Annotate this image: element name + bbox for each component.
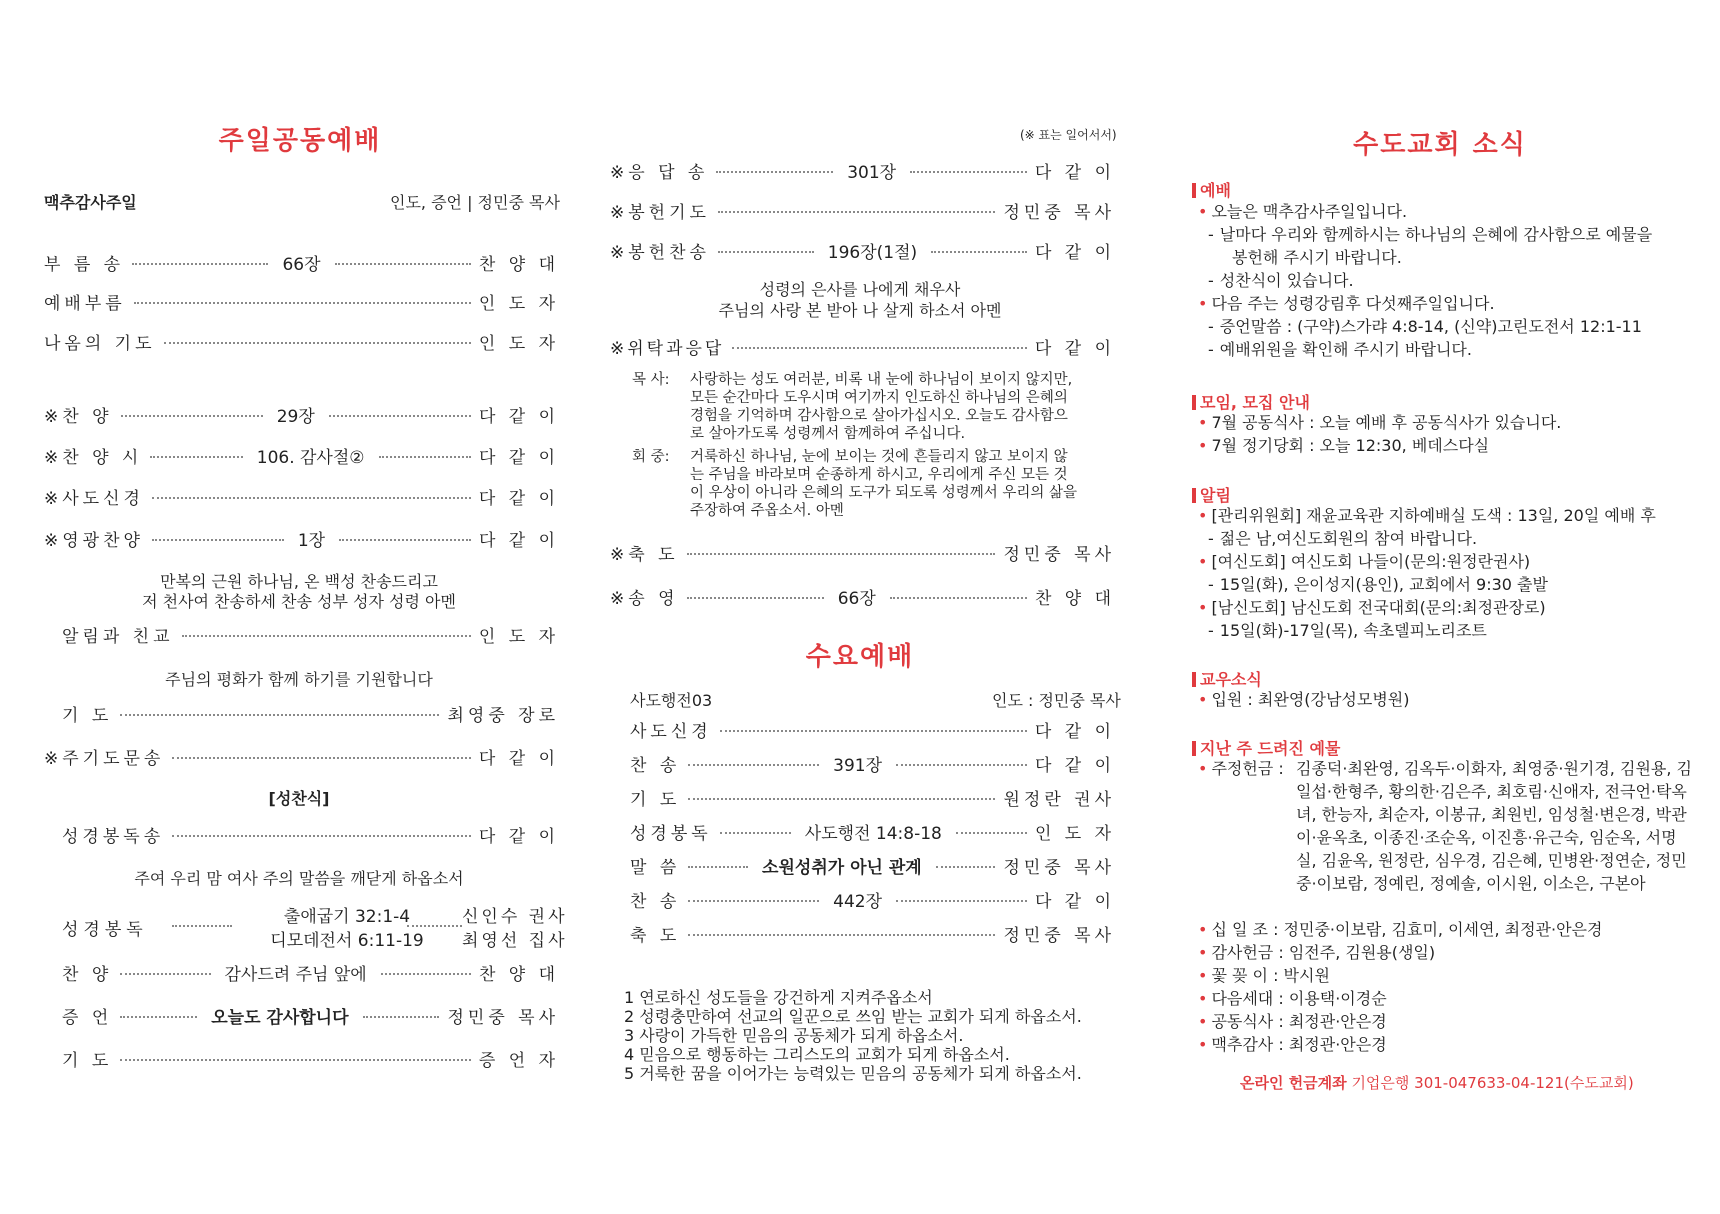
news-item	[1198, 269, 1652, 292]
order-content: 442장	[833, 891, 883, 912]
leader-dots	[120, 973, 210, 975]
bullet-icon: •	[1198, 989, 1208, 1008]
leader-dots	[172, 757, 471, 759]
prayer-list	[624, 988, 1082, 1083]
order-person: 정민중 목사	[1003, 202, 1115, 223]
news-item	[1198, 550, 1656, 573]
leader-dots	[134, 302, 471, 304]
bullet-icon: •	[1198, 294, 1208, 313]
news-text: 다음세대 : 이용택·이경순	[1211, 989, 1387, 1008]
prayer-item: 1 연로하신 성도들을 강건하게 지켜주옵소서	[624, 988, 933, 1007]
order-person: 인 도 자	[478, 626, 559, 647]
news-item	[1198, 688, 1410, 711]
news-text: [여신도회] 여신도회 나들이(문의:원정란권사)	[1211, 552, 1531, 571]
leader-dots	[132, 263, 268, 265]
section-offering-heading: 지난 주 드려진 예물	[1192, 736, 1340, 759]
prayer-item: 5 거룩한 꿈을 이어가는 능력있는 믿음의 공동체가 되게 하옵소서.	[624, 1064, 1082, 1083]
news-item	[1198, 246, 1652, 269]
order-label: 말 씀	[630, 857, 681, 878]
leader-dots	[718, 211, 996, 213]
order-person: 다 같 이	[478, 748, 559, 769]
order-label: 사도신경	[630, 721, 712, 742]
news-item	[1198, 573, 1656, 596]
order-content: 66장	[282, 254, 321, 275]
meeting-news-list	[1198, 411, 1561, 457]
order-row	[610, 584, 1115, 608]
order-row	[610, 158, 1115, 182]
order-person: 원정란 권사	[1003, 789, 1115, 810]
bullet-icon: •	[1198, 759, 1208, 778]
sunday-subtitle: 맥추감사주일	[44, 193, 137, 212]
news-title: 수도교회 소식	[1353, 130, 1527, 160]
wednesday-text: 사도행전03	[630, 691, 713, 710]
order-label: 성경봉독송	[62, 826, 165, 847]
leader-dots	[688, 798, 995, 800]
order-row	[630, 785, 1115, 809]
order-person: 다 같 이	[1034, 338, 1115, 359]
dash-icon: -	[1208, 225, 1214, 244]
news-text: 십 일 조 : 정민중·이보람, 김효미, 이세연, 최정관·안은경	[1211, 920, 1603, 939]
offering-line-1: 성령의 은사를 나에게 채우사	[759, 280, 961, 299]
thanks-offering-label: 주정헌금 :	[1211, 759, 1284, 778]
news-item	[1198, 504, 1656, 527]
order-person: 찬 양 대	[1034, 588, 1116, 609]
leader-dots	[720, 832, 791, 834]
order-label: 알림과 친교	[62, 626, 174, 647]
order-label: ※위탁과응답	[610, 338, 725, 359]
bullet-icon: •	[1198, 202, 1208, 221]
order-person: 다 같 이	[478, 826, 559, 847]
pastor-text: 사랑하는 성도 여러분, 비록 내 눈에 하나님이 보이지 않지만, 모든 순간마다 도우시며 여기까지 인도하신 하나님의 은혜의 경험을 기억하며 감사함으로 살아가십시오. 오늘도 감사함으로 살아가도록 성령께서 함께하여 주십니다.	[690, 372, 1073, 442]
order-person: 인 도 자	[1034, 823, 1116, 844]
order-content: 301장	[847, 162, 897, 183]
order-content: 소원성취가 아닌 관계	[762, 857, 922, 878]
sunday-worship-title: 주일공동예배	[218, 126, 382, 156]
dash-icon: -	[1208, 621, 1214, 640]
leader-dots	[152, 497, 471, 499]
order-person: 찬 양 대	[478, 254, 559, 275]
scripture-reading-row	[62, 902, 568, 951]
order-label: ※봉헌찬송	[610, 242, 710, 263]
news-text: 감사헌금 : 임전주, 김원용(생일)	[1211, 943, 1436, 962]
member-news-list	[1198, 688, 1410, 711]
news-item	[1198, 964, 1602, 987]
order-content: 29장	[276, 406, 315, 427]
section-member-heading: 교우소식	[1192, 667, 1262, 690]
leader-dots	[152, 539, 284, 541]
bullet-icon: •	[1198, 598, 1208, 617]
order-row	[630, 887, 1115, 911]
bullet-icon: •	[1198, 436, 1208, 455]
news-item	[1198, 200, 1652, 223]
order-row	[630, 921, 1115, 945]
leader-dots	[896, 764, 1027, 766]
order-person: 다 같 이	[1034, 242, 1116, 263]
news-item	[1198, 619, 1656, 642]
news-text: 예배위원을 확인해 주시기 바랍니다.	[1219, 340, 1472, 359]
order-content: 196장(1절)	[827, 242, 918, 263]
order-label: ※주기도문송	[44, 748, 165, 769]
news-text: 성찬식이 있습니다.	[1219, 271, 1354, 290]
news-text: 꽃 꽂 이 : 박시원	[1211, 966, 1330, 985]
order-label: 축 도	[630, 925, 681, 946]
news-text: 7월 공동식사 : 오늘 예배 후 공동식사가 있습니다.	[1211, 413, 1562, 432]
news-item	[1198, 223, 1652, 246]
order-person: 다 같 이	[478, 530, 560, 551]
order-person: 인 도 자	[478, 333, 559, 354]
news-text: 날마다 우리와 함께하시는 하나님의 은혜에 감사함으로 예물을	[1219, 225, 1653, 244]
bullet-icon: •	[1198, 413, 1208, 432]
prayer-item: 2 성령충만하여 선교의 일꾼으로 쓰임 받는 교회가 되게 하옵소서.	[624, 1007, 1082, 1026]
order-label: ※사도신경	[44, 488, 144, 509]
dash-icon: -	[1208, 340, 1214, 359]
news-text: 15일(화), 은이성지(용인), 교회에서 9:30 출발	[1219, 575, 1548, 594]
online-offering-account: 기업은행 301-047633-04-121(수도교회)	[1351, 1074, 1634, 1092]
leader-dots	[890, 597, 1027, 599]
bullet-icon: •	[1198, 920, 1208, 939]
leader-dots	[172, 925, 232, 927]
news-item	[1198, 918, 1602, 941]
order-row	[62, 1046, 559, 1070]
leader-dots	[688, 900, 819, 902]
news-item	[1198, 527, 1656, 550]
order-label: 부 름 송	[44, 254, 125, 275]
order-row	[610, 238, 1115, 262]
bullet-icon: •	[1198, 943, 1208, 962]
order-person: 찬 양 대	[478, 964, 560, 985]
order-label: ※찬 양 시	[44, 447, 143, 468]
leader-dots	[407, 925, 462, 927]
open-word-text: 주여 우리 맘 여사 주의 말씀을 깨닫게 하옵소서	[134, 869, 464, 888]
news-item	[1198, 411, 1561, 434]
order-person: 다 같 이	[478, 406, 560, 427]
order-label: ※찬 양	[44, 406, 113, 427]
news-item	[1198, 292, 1652, 315]
order-person: 다 같 이	[1034, 755, 1116, 776]
order-person: 정민중 목사	[1003, 925, 1115, 946]
news-text: 다음 주는 성령강림후 다섯째주일입니다.	[1211, 294, 1495, 313]
order-label: 증 언	[62, 1007, 113, 1028]
online-offering-label: 온라인 헌금계좌	[1240, 1074, 1347, 1092]
leader-dots	[379, 456, 471, 458]
leader-dots	[121, 415, 263, 417]
bullet-icon: •	[1198, 552, 1208, 571]
news-text: 맥추감사 : 최정관·안은경	[1211, 1035, 1387, 1054]
order-label: 기 도	[62, 705, 113, 726]
bullet-icon: •	[1198, 1012, 1208, 1031]
leader-dots	[688, 934, 995, 936]
sunday-leader: 인도, 증언 | 정민중 목사	[390, 193, 560, 212]
leader-dots	[339, 539, 471, 541]
order-label: ※영광찬양	[44, 530, 144, 551]
leader-dots	[182, 635, 471, 637]
congregation-label: 회 중:	[632, 449, 670, 465]
order-content: 사도행전 14:8-18	[804, 823, 942, 844]
bullet-icon: •	[1198, 966, 1208, 985]
leader-dots	[329, 415, 471, 417]
leader-dots	[720, 730, 1027, 732]
online-offering	[1240, 1072, 1634, 1093]
order-row	[630, 819, 1115, 843]
wednesday-leader: 인도 : 정민중 목사	[992, 691, 1121, 710]
reading-passage-1: 출애굽기 32:1-4	[283, 907, 411, 927]
leader-dots	[381, 973, 471, 975]
leader-dots	[335, 263, 471, 265]
leader-dots	[687, 553, 996, 555]
news-text: 오늘은 맥추감사주일입니다.	[1211, 202, 1408, 221]
order-person: 증 언 자	[478, 1050, 559, 1071]
order-row	[44, 443, 559, 467]
news-item	[1198, 987, 1602, 1010]
leader-dots	[172, 835, 471, 837]
offering-list	[1198, 918, 1602, 1056]
worship-news-list	[1198, 200, 1652, 361]
order-row	[610, 334, 1115, 358]
order-row	[62, 1003, 559, 1027]
news-text: 입원 : 최완영(강남성모병원)	[1211, 690, 1410, 709]
leader-dots	[910, 171, 1027, 173]
thanks-offering-names: 김종덕·최완영, 김옥두·이화자, 최영중·원기경, 김원용, 김일섭·한형주, 황의한·김은주, 최호림·신애자, 전극언·탁옥녀, 한능자, 최순자, 이봉규, 최원빈, 임성철·변은경, 박관이·윤옥초, 이종진·조순옥, 이진흥·유근숙, 임순옥, 서명실, 김윤옥, 원정란, 심우경, 김은혜, 민병완·정연순, 정민중·이보람, 정예린, 정예솔, 이시원, 이소은, 구본아	[1296, 759, 1692, 893]
wednesday-worship-title: 수요예배	[805, 642, 915, 672]
leader-dots	[687, 597, 824, 599]
leader-dots	[732, 347, 1027, 349]
order-person: 정민중 목사	[447, 1007, 559, 1028]
order-row	[630, 751, 1115, 775]
order-label: 찬 송	[630, 891, 681, 912]
dash-icon: -	[1208, 317, 1214, 336]
order-row	[630, 717, 1115, 741]
order-person: 다 같 이	[478, 488, 559, 509]
order-label: 기 도	[630, 789, 681, 810]
section-worship-heading: 예배	[1192, 178, 1231, 201]
news-text: 7월 정기당회 : 오늘 12:30, 베데스다실	[1211, 436, 1490, 455]
bullet-icon: •	[1198, 1035, 1208, 1054]
order-content: 1장	[297, 530, 326, 551]
order-row	[44, 402, 559, 426]
order-person: 다 같 이	[1034, 721, 1115, 742]
prayer-item: 4 믿음으로 행동하는 그리스도의 교회가 되게 하옵소서.	[624, 1045, 1010, 1064]
order-label: ※송 영	[610, 588, 679, 609]
order-person: 정민중 목사	[1003, 857, 1115, 878]
doxology-line-1: 만복의 근원 하나님, 온 백성 찬송드리고	[160, 572, 438, 591]
reading-label: 성경봉독	[62, 920, 148, 940]
dash-icon: -	[1208, 529, 1214, 548]
news-item	[1198, 315, 1652, 338]
order-label: 찬 양	[62, 964, 113, 985]
thanks-offering-row	[1198, 757, 1284, 780]
order-label: 성경봉독	[630, 823, 712, 844]
order-person: 다 같 이	[478, 447, 560, 468]
order-row	[44, 484, 559, 508]
order-person: 인 도 자	[478, 293, 559, 314]
order-label: 예배부름	[44, 293, 126, 314]
order-row	[44, 250, 559, 274]
order-label: 기 도	[62, 1050, 113, 1071]
order-content: 66장	[837, 588, 876, 609]
order-row	[62, 960, 559, 984]
news-item	[1198, 1010, 1602, 1033]
order-row	[44, 329, 559, 353]
news-item	[1198, 338, 1652, 361]
leader-dots	[931, 251, 1027, 253]
leader-dots	[363, 1016, 440, 1018]
doxology-line-2: 저 천사여 찬송하세 찬송 성부 성자 성령 아멘	[142, 592, 456, 611]
leader-dots	[716, 171, 833, 173]
leader-dots	[150, 456, 242, 458]
bullet-icon: •	[1198, 690, 1208, 709]
pastor-label: 목 사:	[632, 372, 670, 388]
dash-icon: -	[1208, 271, 1214, 290]
news-text: [관리위원회] 재윤교육관 지하예배실 도색 : 13일, 20일 예배 후	[1211, 506, 1656, 525]
order-row	[44, 289, 559, 313]
offering-line-2: 주님의 사랑 본 받아 나 살게 하소서 아멘	[718, 301, 1002, 320]
news-item	[1198, 941, 1602, 964]
section-meeting-heading: 모임, 모집 안내	[1192, 390, 1310, 413]
order-person: 최영중 장로	[447, 705, 559, 726]
prayer-item: 3 사랑이 가득한 믿음의 공동체가 되게 하옵소서.	[624, 1026, 964, 1045]
congregation-text: 거룩하신 하나님, 눈에 보이는 것에 흔들리지 않고 보이지 않는 주님을 바라보며 순종하게 하시고, 우리에게 주신 모든 것이 우상이 아니라 은혜의 도구가 되도록 성령께서 우리의 삶을 주장하여 주옵소서. 아멘	[690, 449, 1078, 519]
news-item	[1198, 434, 1561, 457]
baptism-label: [성찬식]	[268, 789, 330, 808]
order-row	[62, 622, 559, 646]
leader-dots	[120, 1059, 471, 1061]
order-row	[44, 526, 559, 550]
pastor-response	[632, 371, 1092, 443]
order-label: ※봉헌기도	[610, 202, 710, 223]
order-label: ※축 도	[610, 544, 679, 565]
leader-dots	[120, 1016, 197, 1018]
order-content: 오늘도 감사합니다	[211, 1007, 349, 1028]
notice-news-list	[1198, 504, 1656, 642]
reading-reader-1: 신인수 권사	[462, 907, 568, 927]
leader-dots	[718, 251, 814, 253]
order-person: 다 같 이	[1034, 162, 1115, 183]
dash-icon: -	[1208, 575, 1214, 594]
leader-dots	[688, 866, 748, 868]
leader-dots	[936, 866, 996, 868]
section-notice-heading: 알림	[1192, 483, 1231, 506]
news-text: [남신도회] 남신도회 전국대회(문의:최정관장로)	[1211, 598, 1546, 617]
reading-passage-2: 디모데전서 6:11-19	[270, 931, 424, 951]
order-person: 정민중 목사	[1003, 544, 1115, 565]
leader-dots	[896, 900, 1027, 902]
order-row	[630, 853, 1115, 877]
order-content: 감사드려 주님 앞에	[224, 964, 367, 985]
news-item	[1198, 1033, 1602, 1056]
leader-dots	[688, 764, 819, 766]
order-label: 찬 송	[630, 755, 681, 776]
order-content: 106. 감사절②	[256, 447, 365, 468]
order-row	[62, 701, 559, 725]
standing-note: (※ 표는 일어서서)	[1020, 128, 1117, 142]
leader-dots	[956, 832, 1027, 834]
news-text: 15일(화)-17일(목), 속초델피노리조트	[1219, 621, 1487, 640]
leader-dots	[120, 714, 439, 716]
order-label: 나옴의 기도	[44, 333, 156, 354]
order-row	[44, 744, 559, 768]
news-text: 공동식사 : 최정관·안은경	[1211, 1012, 1387, 1031]
order-row	[62, 822, 559, 846]
order-person: 다 같 이	[1034, 891, 1116, 912]
news-text: 봉헌해 주시기 바랍니다.	[1232, 248, 1402, 267]
leader-dots	[164, 342, 471, 344]
order-content: 391장	[833, 755, 883, 776]
order-row	[610, 198, 1115, 222]
order-label: ※응 답 송	[610, 162, 709, 183]
order-row	[610, 540, 1115, 564]
news-text: 증언말씀 : (구약)스가랴 4:8-14, (신약)고린도전서 12:1-11	[1219, 317, 1642, 336]
news-text: 젊은 남,여신도회원의 참여 바랍니다.	[1219, 529, 1478, 548]
reading-reader-2: 최영선 집사	[462, 931, 568, 951]
news-item	[1198, 596, 1656, 619]
congregation-response	[632, 448, 1092, 520]
bullet-icon: •	[1198, 506, 1208, 525]
peace-text: 주님의 평화가 함께 하기를 기원합니다	[165, 670, 433, 689]
